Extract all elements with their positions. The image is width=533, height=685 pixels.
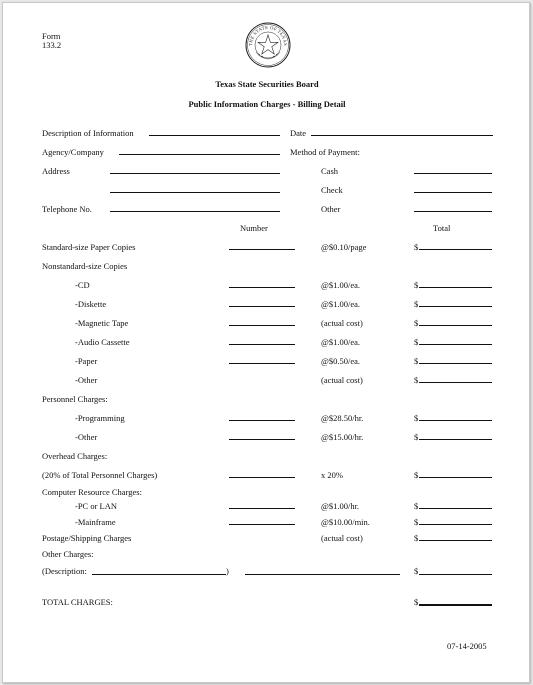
programming-number-field[interactable] [229, 420, 295, 421]
paper-label: -Paper [75, 356, 98, 366]
paper-number-field[interactable] [229, 363, 295, 364]
postage-label: Postage/Shipping Charges [42, 533, 132, 543]
personnel-other-total-field[interactable] [419, 439, 492, 440]
other-charges-dollar-sign: $ [414, 566, 419, 576]
programming-label: -Programming [75, 413, 125, 423]
cd-rate: @$1.00/ea. [321, 280, 360, 290]
audio-cassette-rate: @$1.00/ea. [321, 337, 360, 347]
diskette-number-field[interactable] [229, 306, 295, 307]
description-label: Description of Information [42, 128, 134, 138]
audio-cassette-total-field[interactable] [419, 344, 492, 345]
overhead-rate: x 20% [321, 470, 343, 480]
payment-other-label: Other [321, 204, 341, 214]
svg-text:THE STATE OF TEXAS: THE STATE OF TEXAS [247, 24, 289, 47]
personnel-other-rate: @$15.00/hr. [321, 432, 364, 442]
payment-cash-label: Cash [321, 166, 338, 176]
diskette-rate: @$1.00/ea. [321, 299, 360, 309]
other-charges-amount-field[interactable] [245, 574, 400, 575]
personnel-other-label: -Other [75, 432, 98, 442]
audio-cassette-label: -Audio Cassette [75, 337, 130, 347]
pc-lan-rate: @$1.00/hr. [321, 501, 360, 511]
total-charges-field[interactable] [419, 604, 492, 606]
personnel-charges-heading: Personnel Charges: [42, 394, 108, 404]
mainframe-total-field[interactable] [419, 524, 492, 525]
personnel-other-dollar-sign: $ [414, 432, 419, 442]
audio-cassette-number-field[interactable] [229, 344, 295, 345]
standard-copies-rate: @$0.10/page [321, 242, 367, 252]
mainframe-label: -Mainframe [75, 517, 116, 527]
payment-cash-field[interactable] [414, 173, 492, 174]
overhead-charges-heading: Overhead Charges: [42, 451, 108, 461]
mainframe-dollar-sign: $ [414, 517, 419, 527]
overhead-total-field[interactable] [419, 477, 492, 478]
telephone-field[interactable] [110, 211, 280, 212]
cd-dollar-sign: $ [414, 280, 419, 290]
magnetic-tape-dollar-sign: $ [414, 318, 419, 328]
magnetic-tape-total-field[interactable] [419, 325, 492, 326]
page-subtitle: Public Information Charges - Billing Detail [188, 99, 346, 109]
other-description-close-paren: ) [226, 566, 229, 576]
nonstandard-copies-heading: Nonstandard-size Copies [42, 261, 128, 271]
address-field-line-2[interactable] [110, 192, 280, 193]
standard-copies-number-field[interactable] [229, 249, 295, 250]
other-copies-rate: (actual cost) [321, 375, 363, 385]
magnetic-tape-label: -Magnetic Tape [75, 318, 129, 328]
agency-label: Agency/Company [42, 147, 104, 157]
diskette-dollar-sign: $ [414, 299, 419, 309]
texas-seal-icon [245, 22, 291, 68]
form-page [2, 2, 530, 683]
pc-lan-total-field[interactable] [419, 508, 492, 509]
payment-check-field[interactable] [414, 192, 492, 193]
programming-rate: @$28.50/hr. [321, 413, 364, 423]
form-number: 133.2 [42, 40, 62, 50]
address-label: Address [42, 166, 70, 176]
standard-copies-dollar-sign: $ [414, 242, 419, 252]
other-charges-total-field[interactable] [419, 574, 492, 575]
telephone-label: Telephone No. [42, 204, 92, 214]
mainframe-number-field[interactable] [229, 524, 295, 525]
total-column-header: Total [433, 223, 451, 233]
other-charges-heading: Other Charges: [42, 549, 94, 559]
standard-copies-label: Standard-size Paper Copies [42, 242, 136, 252]
mainframe-rate: @$10.00/min. [321, 517, 370, 527]
cd-number-field[interactable] [229, 287, 295, 288]
pc-lan-number-field[interactable] [229, 508, 295, 509]
revision-date: 07-14-2005 [447, 641, 487, 651]
postage-rate: (actual cost) [321, 533, 363, 543]
other-description-field[interactable] [92, 574, 226, 575]
other-copies-total-field[interactable] [419, 382, 492, 383]
form-label: Form [42, 31, 61, 41]
magnetic-tape-number-field[interactable] [229, 325, 295, 326]
postage-total-field[interactable] [419, 540, 492, 541]
agency-field[interactable] [119, 154, 280, 155]
description-field[interactable] [149, 135, 280, 136]
overhead-number-field[interactable] [229, 477, 295, 478]
programming-dollar-sign: $ [414, 413, 419, 423]
standard-copies-total-field[interactable] [419, 249, 492, 250]
paper-rate: @$0.50/ea. [321, 356, 360, 366]
cd-total-field[interactable] [419, 287, 492, 288]
personnel-other-number-field[interactable] [229, 439, 295, 440]
paper-dollar-sign: $ [414, 356, 419, 366]
date-label: Date [290, 128, 307, 138]
other-copies-dollar-sign: $ [414, 375, 419, 385]
overhead-dollar-sign: $ [414, 470, 419, 480]
diskette-total-field[interactable] [419, 306, 492, 307]
magnetic-tape-rate: (actual cost) [321, 318, 363, 328]
postage-dollar-sign: $ [414, 533, 419, 543]
audio-cassette-dollar-sign: $ [414, 337, 419, 347]
other-copies-label: -Other [75, 375, 98, 385]
total-charges-dollar-sign: $ [414, 597, 419, 607]
payment-check-label: Check [321, 185, 343, 195]
overhead-label: (20% of Total Personnel Charges) [42, 470, 158, 480]
total-charges-label: TOTAL CHARGES: [42, 597, 113, 607]
cd-label: -CD [75, 280, 90, 290]
method-of-payment-label: Method of Payment: [290, 147, 360, 157]
address-field-line-1[interactable] [110, 173, 280, 174]
date-field[interactable] [311, 135, 493, 136]
pc-lan-label: -PC or LAN [75, 501, 118, 511]
number-column-header: Number [240, 223, 268, 233]
pc-lan-dollar-sign: $ [414, 501, 419, 511]
paper-total-field[interactable] [419, 363, 492, 364]
diskette-label: -Diskette [75, 299, 107, 309]
payment-other-field[interactable] [414, 211, 492, 212]
other-description-label: (Description: [42, 566, 87, 576]
page-title: Texas State Securities Board [215, 79, 319, 89]
computer-resource-heading: Computer Resource Charges: [42, 487, 142, 497]
programming-total-field[interactable] [419, 420, 492, 421]
